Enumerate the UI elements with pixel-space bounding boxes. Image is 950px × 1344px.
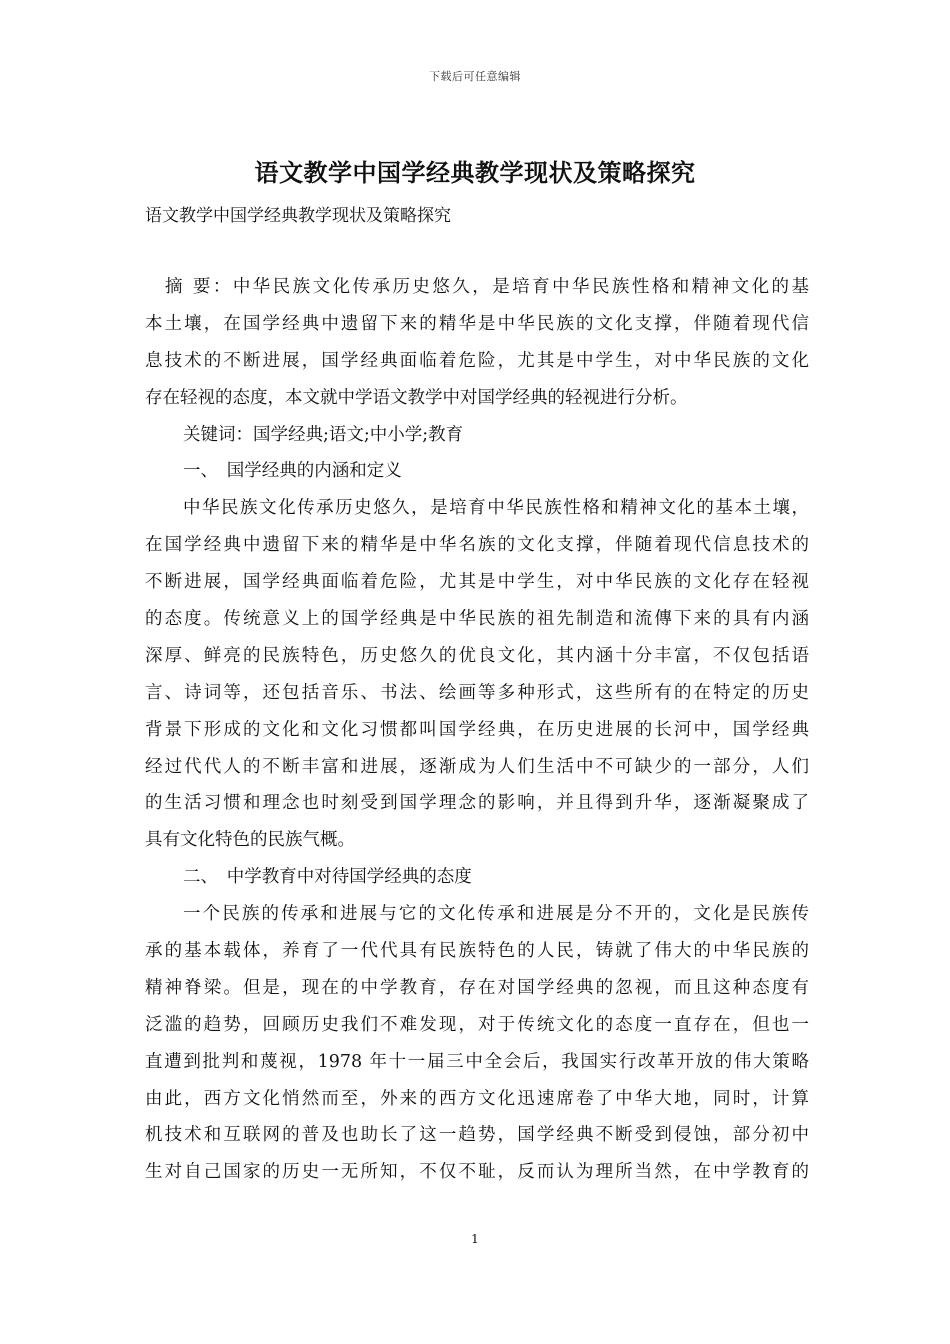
- paragraph-line: 一个民族的传承和进展与它的文化传承和进展是分不开的，文化是民族传: [183, 904, 809, 925]
- paragraph-line: 由此，西方文化悄然而至，外来的西方文化迅速席卷了中华大地，同时，计算: [145, 1088, 809, 1109]
- paragraph-line: 具有文化特色的民族气概。: [145, 830, 355, 851]
- paragraph-line: 生对自己国家的历史一无所知，不仅不耻，反而认为理所当然，在中学教育的: [145, 1162, 809, 1183]
- section-heading-1: 一、 国学经典的内涵和定义: [183, 461, 402, 482]
- abstract-line: 存在轻视的态度，本文就中学语文教学中对国学经典的轻视进行分析。: [145, 387, 688, 408]
- abstract-line: 息技术的不断进展，国学经典面临着危险，尤其是中学生，对中华民族的文化: [145, 350, 809, 371]
- paragraph-line: 泛滥的趋势，回顾历史我们不难发现，对于传统文化的态度一直存在，但也一: [145, 1014, 809, 1035]
- paragraph-line: 承的基本载体，养育了一代代具有民族特色的人民，铸就了伟大的中华民族的: [145, 941, 809, 962]
- keywords-line: 关键词：国学经典;语文;中小学;教育: [183, 424, 464, 445]
- header-note: 下载后可任意编辑: [429, 70, 521, 83]
- paragraph-line: 不断进展，国学经典面临着危险，尤其是中学生，对中华民族的文化存在轻视: [145, 572, 809, 593]
- document-subtitle: 语文教学中国学经典教学现状及策略探究: [145, 206, 451, 226]
- paragraph-line: 言、诗词等，还包括音乐、书法、绘画等多种形式，这些所有的在特定的历史: [145, 682, 809, 703]
- paragraph-line: 深厚、鲜亮的民族特色，历史悠久的优良文化，其内涵十分丰富，不仅包括语: [145, 645, 809, 666]
- page-number: 1: [471, 1232, 479, 1246]
- paragraph-line: 在国学经典中遗留下来的精华是中华名族的文化支撑，伴随着现代信息技术的: [145, 535, 809, 556]
- section-heading-2: 二、 中学教育中对待国学经典的态度: [183, 867, 472, 888]
- abstract-line: 摘 要：中华民族文化传承历史悠久，是培育中华民族性格和精神文化的基: [145, 277, 809, 297]
- document-title: 语文教学中国学经典教学现状及策略探究: [254, 158, 696, 187]
- paragraph-line: 的生活习惯和理念也时刻受到国学理念的影响，并且得到升华，逐渐凝聚成了: [145, 793, 809, 814]
- abstract-line: 本土壤，在国学经典中遗留下来的精华是中华民族的文化支撑，伴随着现代信: [145, 313, 809, 334]
- paragraph-line: 背景下形成的文化和文化习惯都叫国学经典，在历史进展的长河中，国学经典: [145, 719, 809, 740]
- paragraph-line: 直遭到批判和蔑视，1978 年十一届三中全会后，我国实行改革开放的伟大策略: [145, 1051, 809, 1072]
- paragraph-line: 精神脊梁。但是，现在的中学教育，存在对国学经典的忽视，而且这种态度有: [145, 977, 809, 998]
- paragraph-line: 机技术和互联网的普及也助长了这一趋势，国学经典不断受到侵蚀，部分初中: [145, 1125, 809, 1146]
- paragraph-line: 经过代代人的不断丰富和进展，逐渐成为人们生活中不可缺少的一部分，人们: [145, 756, 809, 777]
- body-text: [145, 269, 809, 1191]
- paragraph-line: 的态度。传统意义上的国学经典是中华民族的祖先制造和流傳下来的具有内涵: [145, 609, 809, 630]
- paragraph-line: 中华民族文化传承历史悠久，是培育中华民族性格和精神文化的基本土壤，: [183, 498, 809, 519]
